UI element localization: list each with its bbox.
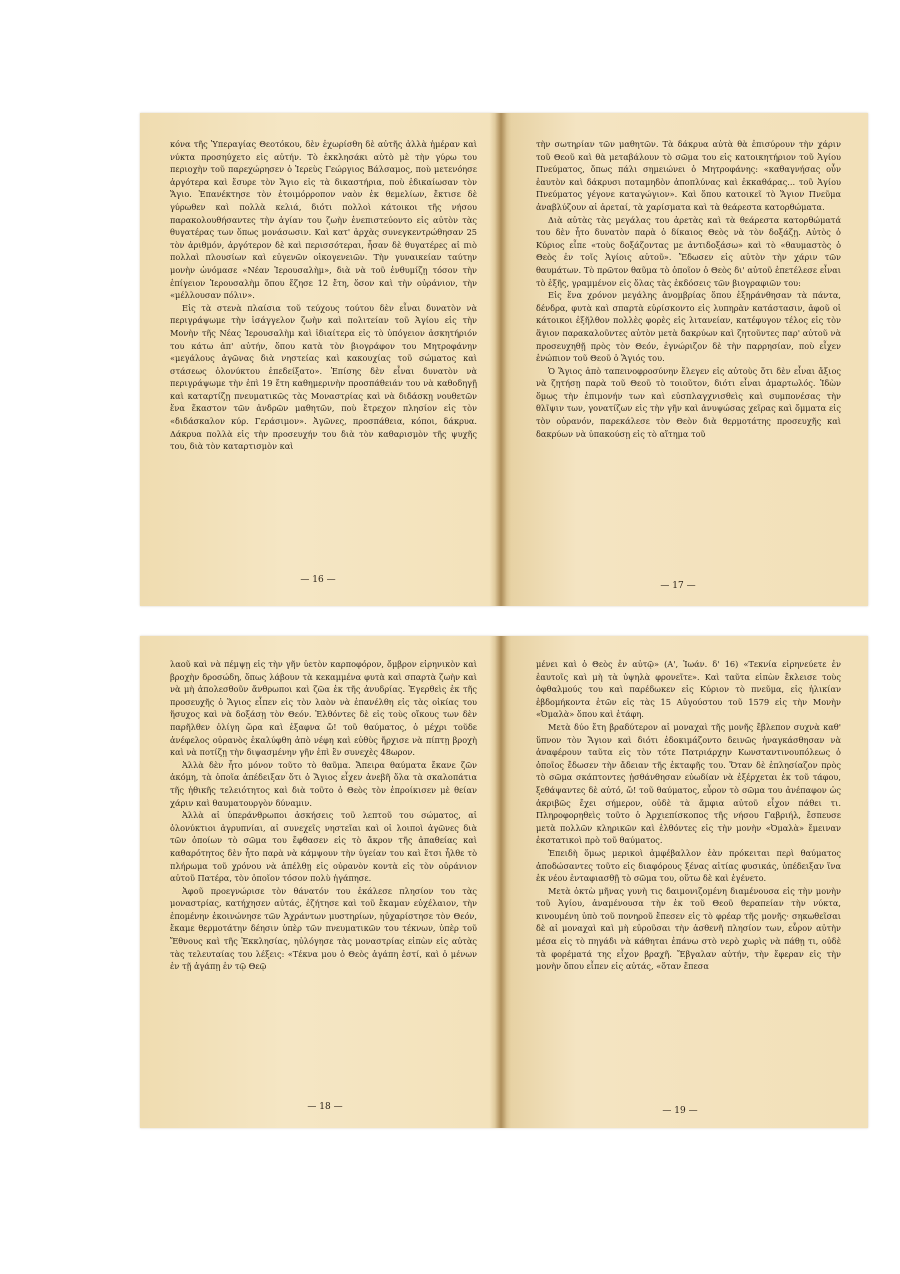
page-19 bbox=[536, 658, 841, 973]
page-number-18: — 18 — bbox=[307, 1102, 343, 1112]
book-spread-top bbox=[140, 113, 868, 606]
page-17 bbox=[536, 138, 841, 440]
book-fold bbox=[495, 113, 507, 606]
page-number-19: — 19 — bbox=[662, 1106, 698, 1116]
paragraph: Μετὰ δύο ἔτη βραδύτερον αἱ μοναχαὶ τῆς μονῆς ἔβλεπον συχνὰ καθ' ὕπνον τὸν Ἅγιον καὶ διότι ἐδοκιμάζοντο δεινῶς ἠναγκάσθησαν νὰ ἀναφέρουν ταῦτα εἰς τὸν τότε Πατριάρχην Κωνσταντινουπόλεως ὁ ὁποῖος ἔδωσεν τὴν ἄδειαν τῆς ἐκταφῆς του. Ὅταν δὲ ἐπλησίαζον πρὸς τὸ σῶμα σκάπτοντες ᾐσθάνθησαν εὐωδίαν νὰ ἐξέρχεται ἐκ τοῦ τάφου, ξεθάψαντες δὲ αὐτό, ὤ! τοῦ θαύματος, εὗρον τὸ σῶμα του ἀνέπαφον ὡς ἀκριβῶς ἔχει σήμερον, οὐδὲ τὰ ἄμφια αὐτοῦ εἶχον πάθει τι. Πληροφορηθεὶς τοῦτο ὁ Ἀρχιεπίσκοπος τῆς νήσου Γαβριήλ, ἔσπευσε μετὰ πολλῶν κληρικῶν καὶ ἐλθόντες εἰς τὴν μονὴν «Ὀμαλὰ» ἔμειναν ἐκστατικοὶ πρὸ τοῦ θαύματος. bbox=[536, 721, 841, 846]
book-fold bbox=[495, 636, 507, 1128]
page-18 bbox=[170, 658, 477, 973]
paragraph: Ὁ Ἅγιος ἀπὸ ταπεινοφροσύνην ἔλεγεν εἰς αὐτοὺς ὅτι δὲν εἶναι ἄξιος νὰ ζητήσῃ παρὰ τοῦ Θεοῦ τὸ τοιοῦτον, διότι εἶναι ἁμαρτωλός. Ἰδὼν ὅμως τὴν ἐπιμονήν των καὶ εὐσπλαγχνισθεὶς καὶ συμπονέσας τὴν θλῖψιν των, γονατίζων εἰς τὴν γῆν καὶ ἀνυψώσας χεῖρας καὶ ὄμματα εἰς τὸν οὐρανόν, παρεκάλεσε τὸν Θεὸν διὰ θερμοτάτης προσευχῆς καὶ δακρύων νὰ ὑπακούσῃ εἰς τὸ αἴτημα τοῦ bbox=[536, 365, 841, 439]
paragraph: Μετὰ ὀκτὼ μῆνας γυνὴ τις δαιμονιζομένη διαμένουσα εἰς τὴν μονὴν τοῦ Ἁγίου, ἀναμένουσα τὴν ἐκ τοῦ Θεοῦ θεραπείαν τὴν νύκτα, κινουμένη ὑπὸ τοῦ πονηροῦ ἔπεσεν εἰς τὸ φρέαρ τῆς μονῆς· σηκωθεῖσαι δὲ αἱ μοναχαὶ καὶ μὴ εὑροῦσαι τὴν ἀσθενῆ πλησίον των, εὗρον αὐτὴν μέσα εἰς τὸ πηγάδι νὰ κάθηται ἐπάνω στὸ νερὸ χωρὶς νὰ πάθῃ τι, οὐδὲ τὰ φορέματά της εἶχον βραχῆ. Ἔβγαλαν αὐτήν, τὴν ἔφεραν εἰς τὴν μονὴν ὅπου εἶπεν εἰς αὐτάς, «ὅταν ἔπεσα bbox=[536, 885, 841, 972]
paragraph: Ἐπειδὴ ὅμως μερικοὶ ἀμφέβαλλον ἐὰν πρόκειται περὶ θαύματος ἀποδώσαντες τοῦτο εἰς διαφόρους ξένας αἰτίας φυσικάς, ὑπέδειξαν ἵνα ἐκ νέου ἐνταφιασθῇ τὸ σῶμα του, οὕτω δὲ καὶ ἐγένετο. bbox=[536, 847, 841, 884]
paragraph: μένει καὶ ὁ Θεὸς ἐν αὐτῷ» (Α', Ἰωάν. δ' 16) «Τεκνία εἰρηνεύετε ἐν ἑαυτοῖς καὶ μὴ τὰ ὑψηλὰ φρονεῖτε». Καὶ ταῦτα εἰπὼν ἔκλεισε τοὺς ὀφθαλμούς του καὶ παρέδωκεν εἰς Κύριον τὸ πνεῦμα, εἰς ἡλικίαν ἑβδομήκοντα ἐτῶν εἰς τὰς 15 Αὐγούστου τοῦ 1579 εἰς τὴν Μονὴν «Ὀμαλὰ» ὅπου καὶ ἐτάφη. bbox=[536, 659, 841, 720]
paragraph: Ἀλλὰ αἱ ὑπεράνθρωποι ἀσκήσεις τοῦ λεπτοῦ του σώματος, αἱ ὁλονύκτιοι ἀγρυπνίαι, αἱ συνεχεῖς νηστεῖαι καὶ οἱ λοιποὶ ἀγῶνες διὰ τῶν ὁποίων τὸ σῶμα του ἔφθασεν εἰς τὸ ἄκρον τῆς ἀπαθείας καὶ καθαρότητος δὲν ἦτο παρὰ νὰ κάμψουν τὴν ὑγείαν του καὶ ἔτσι ἦλθε τὸ πλήρωμα τοῦ χρόνου νὰ ἀπέλθῃ εἰς οὐρανὸν κοντὰ εἰς τὸν οὐράνιον αὐτοῦ Πατέρα, τὸν ὁποῖον τόσον πολὺ ἠγάπησε. bbox=[170, 810, 477, 884]
page-number-17: — 17 — bbox=[660, 581, 696, 591]
paragraph: Ἀλλὰ δὲν ἦτο μόνον τοῦτο τὸ θαῦμα. Ἄπειρα θαύματα ἔκανε ζῶν ἀκόμη, τὰ ὁποῖα ἀπέδειξαν ὅτι ὁ Ἅγιος εἶχεν ἀνεβῆ ὅλα τὰ σκαλοπάτια τῆς ἠθικῆς τελειότητος καὶ διὰ τοῦτο ὁ Θεὸς τὸν ἐπροίκισεν μὲ θείαν χάριν καὶ θαυματουργὸν δύναμιν. bbox=[170, 759, 477, 808]
page-number-16: — 16 — bbox=[300, 575, 336, 585]
paragraph: λαοῦ καὶ νὰ πέμψῃ εἰς τὴν γῆν ὑετὸν καρποφόρον, ὄμβρον εἰρηνικὸν καὶ βροχὴν δροσώδη, ὅπως λάβουν τὰ κεκαμμένα φυτὰ καὶ σπαρτὰ ζωὴν καὶ νὰ μὴ ἀπολεσθοῦν ἄνθρωποι καὶ ζῶα ἐκ τῆς ἀνυδρίας. Ἐγερθεὶς ἐκ τῆς προσευχῆς ὁ Ἅγιος εἶπεν εἰς τὸν λαὸν νὰ ἐπανέλθη εἰς τὰς οἰκίας του ἥσυχος καὶ νὰ δοξάσῃ τὸν Θεόν. Ἐλθόντες δὲ εἰς τοὺς οἴκους των δὲν παρῆλθεν ὀλίγη ὥρα καὶ ἐξαφνα ὤ! τοῦ θαύματος, ὁ μέχρι τοῦδε ἀνέφελος οὐρανὸς ἐκαλύφθη ἀπὸ νέφη καὶ εὐθὺς ἤρχισε νὰ πίπτῃ βροχὴ καὶ νὰ ποτίζῃ τὴν διψασμένην γῆν ἐπὶ ἓν συνεχὲς 48ωρον. bbox=[170, 659, 477, 758]
paragraph: Εἰς ἕνα χρόνον μεγάλης ἀνομβρίας ὅπου ἐξηράνθησαν τὰ πάντα, δένδρα, φυτὰ καὶ σπαρτὰ εὑρίσκοντο εἰς λυπηρὰν κατάστασιν, ἀφοῦ οἱ κάτοικοι ἐξῆλθον πολλὲς φορὲς εἰς λιτανείαν, κατέφυγον τέλος εἰς τὸν ἅγιον παρακαλοῦντες αὐτὸν μετὰ δακρύων καὶ ζητοῦντες παρ' αὐτοῦ νὰ προσευχηθῇ πρὸς τὸν Θεόν, ἐγνώριζον δὲ τὴν παρρησίαν, ποὺ εἶχεν ἐνώπιον τοῦ Θεοῦ ὁ Ἅγιός του. bbox=[536, 290, 841, 364]
paragraph: κόνα τῆς Ὑπεραγίας Θεοτόκου, δὲν ἐχωρίσθη δὲ αὐτῆς ἀλλὰ ἡμέραν καὶ νύκτα προσηύχετο εἰς αὐτήν. Τὸ ἐκκλησάκι αὐτὸ μὲ τὴν γύρω του περιοχὴν τοῦ παρεχώρησεν ὁ Ἱερεὺς Γεώργιος Βάλσαμος, ποὺ μετενόησε ἀργότερα καὶ ἔσυρε τὸν Ἅγιο εἰς τὰ δικαστήρια, ποὺ ἐδικαίωσαν τὸν Ἅγιο. Ἐπανέκτησε τὸν ἐτοιμόρροπον ναὸν ἐκ θεμελίων, ἔκτισε δὲ γύρωθεν καὶ πολλὰ κελιά, διότι πολλοὶ κάτοικοι τῆς νήσου παρακολουθήσαντες τὴν ἁγίαν του ζωὴν ἐνεπιστεύοντο εἰς αὐτὸν τὰς θυγατέρας των ὅπως μονάσωσιν. Καὶ κατ' ἀρχὰς συνεγκεντρώθησαν 25 τὸν ἀριθμόν, ἀργότερον δὲ καὶ περισσότεραι, ἦσαν δὲ θυγατέρες αἱ πιὸ πολλαὶ πλουσίων καὶ εὐγενῶν οἰκογενειῶν. Τὴν γυναικείαν ταύτην μονὴν ὠνόμασε «Νέαν Ἱερουσαλὴμ», διὰ νὰ τοῦ ἐνθυμίζῃ τόσον τὴν ἐπίγειον Ἱερουσαλὴμ ὅπου ἔζησε 12 ἔτη, ὅσον καὶ τὴν οὐράνιον, τὴν «μέλλουσαν πόλιν». bbox=[170, 139, 477, 301]
paragraph: Ἀφοῦ προεγνώρισε τὸν θάνατόν του ἐκάλεσε πλησίον του τὰς μοναστρίας, κατήχησεν αὐτάς, ἐζήτησε καὶ τοῦ ἔκαμαν εὐχέλαιον, τὴν ἐπομένην ἐκοινώνησε τῶν Ἀχράντων μυστηρίων, ηὐχαρίστησε τὸν Θεόν, ἔκαμε θερμοτάτην δέησιν ὑπὲρ τῶν πνευματικῶν του τέκνων, ὑπὲρ τοῦ Ἔθνους καὶ τῆς Ἐκκλησίας, ηὐλόγησε τὰς μοναστρίας εἰπὼν εἰς αὐτὰς τὰς τελευταίας του λέξεις: «Τέκνα μου ὁ Θεὸς ἀγάπη ἐστί, καὶ ὁ μένων ἐν τῇ ἀγάπῃ ἐν τῷ Θεῷ bbox=[170, 885, 477, 972]
paragraph: Εἰς τὰ στενὰ πλαίσια τοῦ τεύχους τούτου δὲν εἶναι δυνατὸν νὰ περιγράψωμε τὴν ἰσάγγελον ζωὴν καὶ πολιτείαν τοῦ Ἁγίου εἰς τὴν Μονὴν τῆς Νέας Ἱερουσαλὴμ καὶ ἰδιαίτερα εἰς τὸ ὑπόγειον ἀσκητήριόν του κάτω ἀπ' αὐτήν, ὅπου κατὰ τὸν βιογράφον του Μητροφάνην «μεγάλους ἀγῶνας διὰ νηστείας καὶ κακουχίας τοῦ σώματος καὶ στάσεως ὁλονύκτου ἐπεδείξατο». Ἐπίσης δὲν εἶναι δυνατὸν νὰ περιγράψωμε τὴν ἐπὶ 19 ἔτη καθημερινὴν προσπάθειάν του νὰ καθοδηγῇ καὶ καταρτίζῃ πνευματικῶς τὰς Μοναστρίας καὶ νὰ διδάσκῃ νουθετῶν ἕνα ἕκαστον τῶν ἀνδρῶν μαθητῶν, ποὺ ἔτρεχον πλησίον εἰς τὸν «διδάσκαλον κύρ. Γεράσιμον». Ἀγῶνες, προσπάθεια, κόποι, δάκρυα. Δάκρυα πολλὰ εἰς τὴν προσευχήν του διὰ τὸν καθαρισμὸν τῆς ψυχῆς του, διὰ τὸν καταρτισμὸν καὶ bbox=[170, 302, 477, 452]
paragraph: τὴν σωτηρίαν τῶν μαθητῶν. Τὰ δάκρυα αὐτὰ θὰ ἐπισύρουν τὴν χάριν τοῦ Θεοῦ καὶ θὰ μεταβάλουν τὸ σῶμα του εἰς κατοικητήριον τοῦ Ἁγίου Πνεύματος, ὅπως πάλι σημειώνει ὁ Μητροφάνης: «καθαγνήσας οὖν ἑαυτὸν καὶ δάκρυσι ποταμηδὸν ἀποπλύνας καὶ ἐκκαθάρας... τοῦ Ἁγίου Πνεύματος γέγονε καταγώγιον». Καὶ ὅπου κατοικεῖ τὸ Ἅγιον Πνεῦμα ἀναβλύζουν αἱ ἀρεταί, τὰ χαρίσματα καὶ τὰ θεάρεστα κατορθώματα. bbox=[536, 139, 841, 212]
page-16 bbox=[170, 138, 477, 453]
book-spread-bottom bbox=[140, 636, 868, 1128]
paragraph: Διὰ αὐτὰς τὰς μεγάλας του ἀρετὰς καὶ τὰ θεάρεστα κατορθώματά του δὲν ἦτο δυνατὸν παρὰ ὁ δίκαιος Θεὸς νὰ τὸν δοξάζῃ. Αὐτὸς ὁ Κύριος εἶπε «τοὺς δοξάζοντας με ἀντιδοξάσω» καὶ τὸ «θαυμαστὸς ὁ Θεὸς ἐν τοῖς Ἁγίοις αὐτοῦ». Ἔδωσεν εἰς αὐτὸν τὴν χάριν τῶν θαυμάτων. Τὸ πρῶτον θαῦμα τὸ ὁποῖον ὁ Θεὸς δι' αὐτοῦ ἐπετέλεσε εἶναι τὸ ἑξῆς, γραμμένον εἰς ὅλας τὰς ἐκδόσεις τῶν βιογραφιῶν του: bbox=[536, 214, 841, 288]
